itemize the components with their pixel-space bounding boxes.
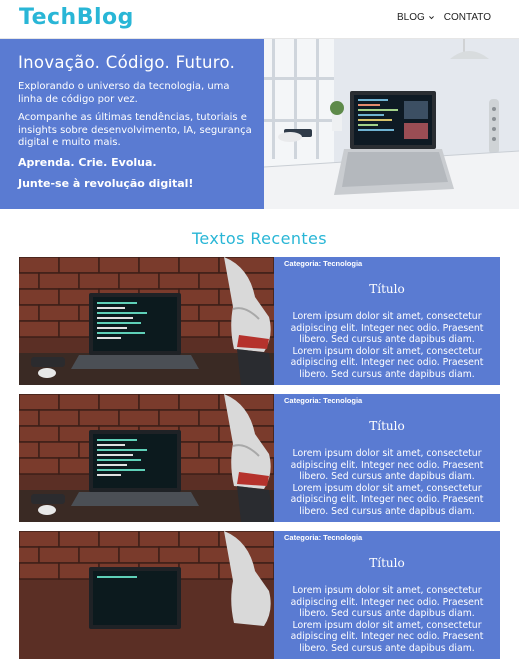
post-thumbnail[interactable] xyxy=(19,394,274,522)
laptop-brick-wall-image xyxy=(19,531,274,659)
nav-blog-label: BLOG xyxy=(396,12,425,23)
nav-contato-label: CONTATO xyxy=(443,12,491,23)
hero-paragraph-2: Acompanhe as últimas tendências, tutoriais e insights sobre desenvolvimento, IA, segurança digital e muito mais. xyxy=(18,112,252,148)
hero-title: Inovação. Código. Futuro. xyxy=(18,53,236,72)
hero-cta: Junte-se à revolução digital! xyxy=(18,176,194,190)
hero-tagline: Aprenda. Crie. Evolua. xyxy=(18,155,157,169)
laptop-brick-wall-image xyxy=(19,394,274,522)
post-thumbnail[interactable] xyxy=(19,257,274,385)
post-content xyxy=(274,257,500,385)
recent-posts-title: Textos Recentes xyxy=(191,229,328,248)
hero-paragraph-1: Explorando o universo da tecnologia, uma linha de código por vez. xyxy=(18,81,230,105)
post-excerpt: Lorem ipsum dolor sit amet, consectetur adipiscing elit. Integer nec odio. Praesent libero. Sed cursus ante dapibus diam. Lorem ipsum dolor sit amet, consectetur adipiscing elit. Integer nec odio. Praesent libero. Sed cursus ante dapibus diam. xyxy=(290,585,484,654)
post-content xyxy=(274,394,500,522)
hero-section xyxy=(0,39,519,209)
site-logo[interactable]: TechBlog xyxy=(19,5,134,30)
post-title[interactable]: Título xyxy=(369,556,405,570)
site-header xyxy=(0,0,519,39)
nav-contato[interactable] xyxy=(444,12,491,23)
hero-image xyxy=(264,39,519,209)
post-category: Categoria: Tecnologia xyxy=(284,533,363,542)
hero-text-panel xyxy=(0,39,264,209)
post-title[interactable]: Título xyxy=(369,282,405,296)
post-content xyxy=(274,531,500,659)
desk-laptop-illustration xyxy=(264,39,519,209)
chevron-down-icon xyxy=(428,14,435,21)
post-list xyxy=(0,257,519,659)
post-thumbnail[interactable] xyxy=(19,531,274,659)
main-nav xyxy=(397,12,491,23)
post-card[interactable] xyxy=(19,531,500,659)
post-title[interactable]: Título xyxy=(369,419,405,433)
post-category: Categoria: Tecnologia xyxy=(284,396,363,405)
laptop-brick-wall-image xyxy=(19,257,274,385)
post-category: Categoria: Tecnologia xyxy=(284,259,363,268)
post-excerpt: Lorem ipsum dolor sit amet, consectetur adipiscing elit. Integer nec odio. Praesent libero. Sed cursus ante dapibus diam. Lorem ipsum dolor sit amet, consectetur adipiscing elit. Integer nec odio. Praesent libero. Sed cursus ante dapibus diam. xyxy=(290,448,484,517)
nav-blog[interactable] xyxy=(397,12,435,23)
post-card[interactable] xyxy=(19,394,500,522)
post-excerpt: Lorem ipsum dolor sit amet, consectetur adipiscing elit. Integer nec odio. Praesent libero. Sed cursus ante dapibus diam. Lorem ipsum dolor sit amet, consectetur adipiscing elit. Integer nec odio. Praesent libero. Sed cursus ante dapibus diam. xyxy=(290,311,484,380)
post-card[interactable] xyxy=(19,257,500,385)
